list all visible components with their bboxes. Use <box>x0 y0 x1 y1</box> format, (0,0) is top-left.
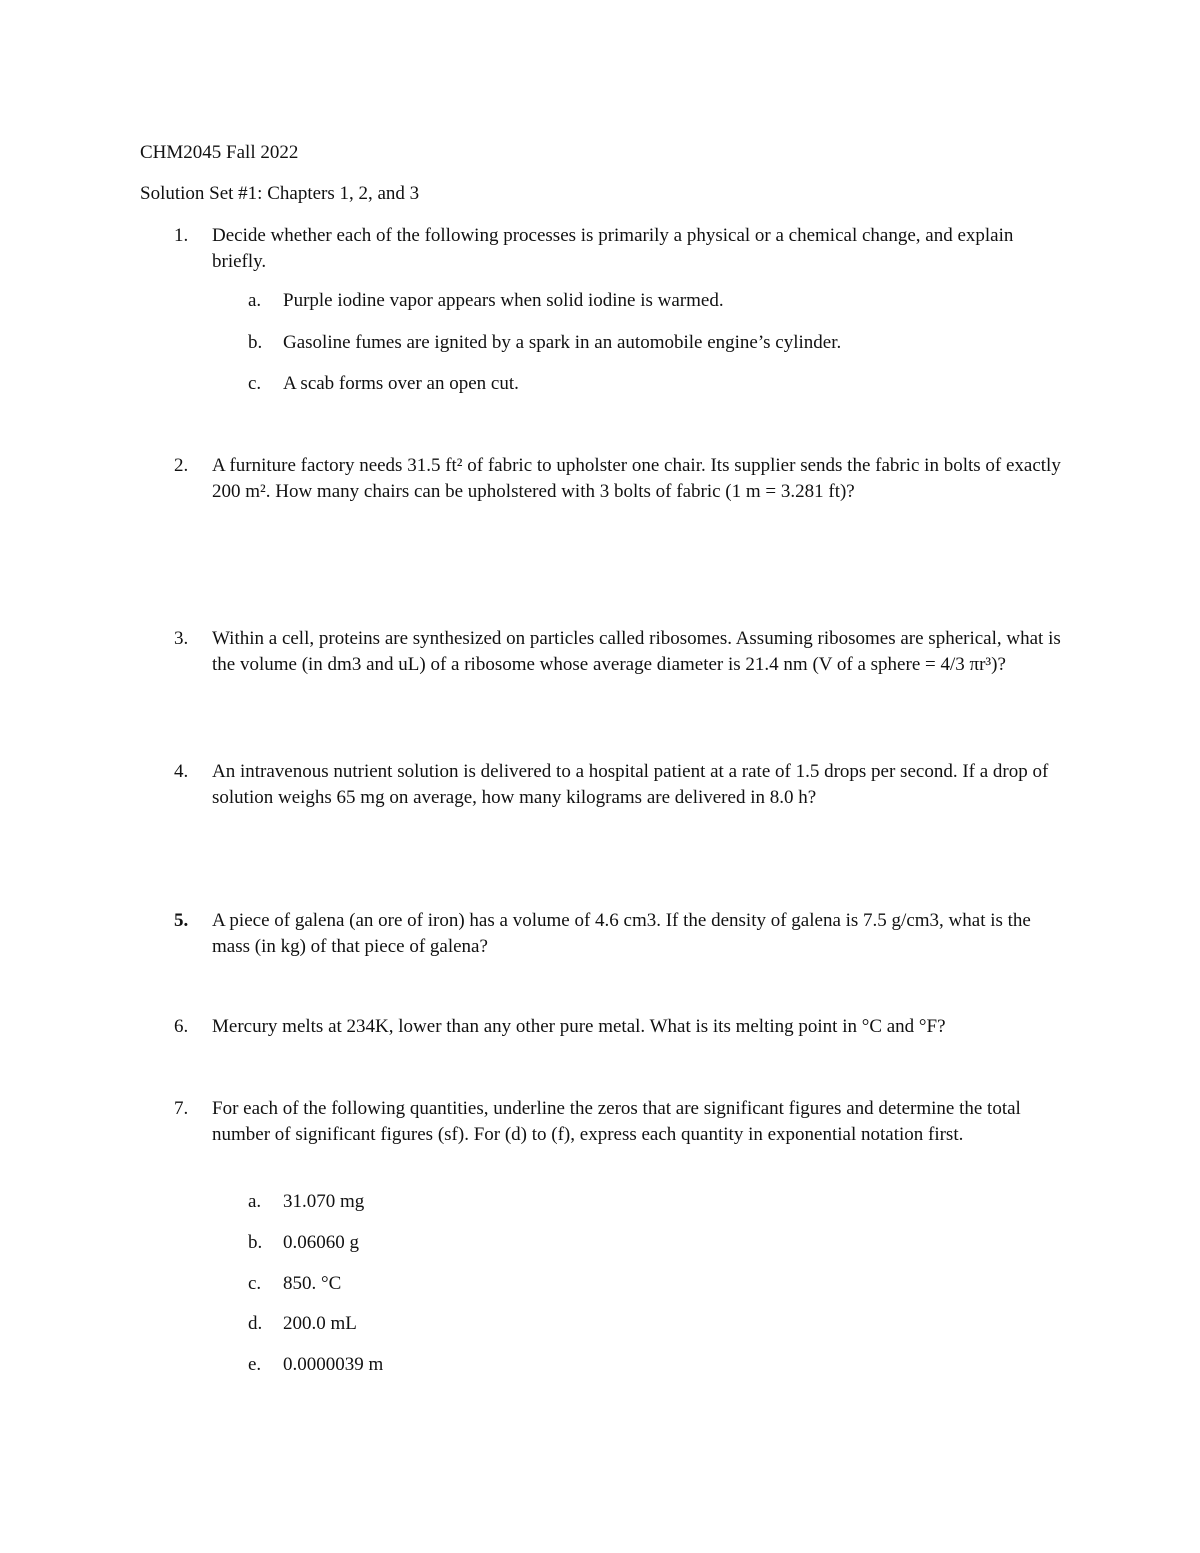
question-number: 3. <box>174 628 189 649</box>
part-text: Purple iodine vapor appears when solid iodine is warmed. <box>283 290 724 311</box>
question-number: 1. <box>174 225 189 246</box>
part-text: 200.0 mL <box>283 1313 357 1334</box>
part-text: 0.0000039 m <box>283 1354 384 1375</box>
part-text: A scab forms over an open cut. <box>283 373 519 394</box>
part-letter: b. <box>248 332 263 353</box>
part-text: 31.070 mg <box>283 1191 365 1212</box>
part-letter: b. <box>248 1232 263 1253</box>
question-number: 7. <box>174 1098 189 1119</box>
question-number: 5. <box>174 910 189 931</box>
question-text: Within a cell, proteins are synthesized on particles called ribosomes. Assuming ribosomes are spherical, what is the volume (in dm3 and uL) of a ribosome whose average diameter is 21.4 nm (V of a sphere = 4/3 πr³)? <box>212 628 1061 675</box>
question-text: A piece of galena (an ore of iron) has a volume of 4.6 cm3. If the density of galena is 7.5 g/cm3, what is the mass (in kg) of that piece of galena? <box>212 910 1031 957</box>
part-letter: d. <box>248 1313 263 1334</box>
question-text: For each of the following quantities, underline the zeros that are significant figures and determine the total number of significant figures (sf). For (d) to (f), express each quantity in exponential notation first. <box>212 1098 1021 1145</box>
part-text: Gasoline fumes are ignited by a spark in an automobile engine’s cylinder. <box>283 332 842 353</box>
question-text: A furniture factory needs 31.5 ft² of fabric to upholster one chair. Its supplier sends the fabric in bolts of exactly 200 m². How many chairs can be upholstered with 3 bolts of fabric (1 m = 3.281 ft)? <box>212 455 1061 502</box>
question-number: 6. <box>174 1016 189 1037</box>
part-letter: a. <box>248 1191 262 1212</box>
course-header: CHM2045 Fall 2022 <box>140 142 299 163</box>
question-text: Mercury melts at 234K, lower than any other pure metal. What is its melting point in °C and °F? <box>212 1016 946 1037</box>
question-number: 2. <box>174 455 189 476</box>
part-letter: c. <box>248 1273 262 1294</box>
set-title: Solution Set #1: Chapters 1, 2, and 3 <box>140 183 420 204</box>
question-text: An intravenous nutrient solution is delivered to a hospital patient at a rate of 1.5 drops per second. If a drop of solution weighs 65 mg on average, how many kilograms are delivered in 8.0 h? <box>212 761 1049 808</box>
question-number: 4. <box>174 761 189 782</box>
part-letter: e. <box>248 1354 262 1375</box>
part-letter: c. <box>248 373 262 394</box>
part-letter: a. <box>248 290 262 311</box>
question-text: Decide whether each of the following processes is primarily a physical or a chemical change, and explain briefly. <box>212 225 1014 272</box>
part-text: 0.06060 g <box>283 1232 359 1253</box>
part-text: 850. °C <box>283 1273 342 1294</box>
